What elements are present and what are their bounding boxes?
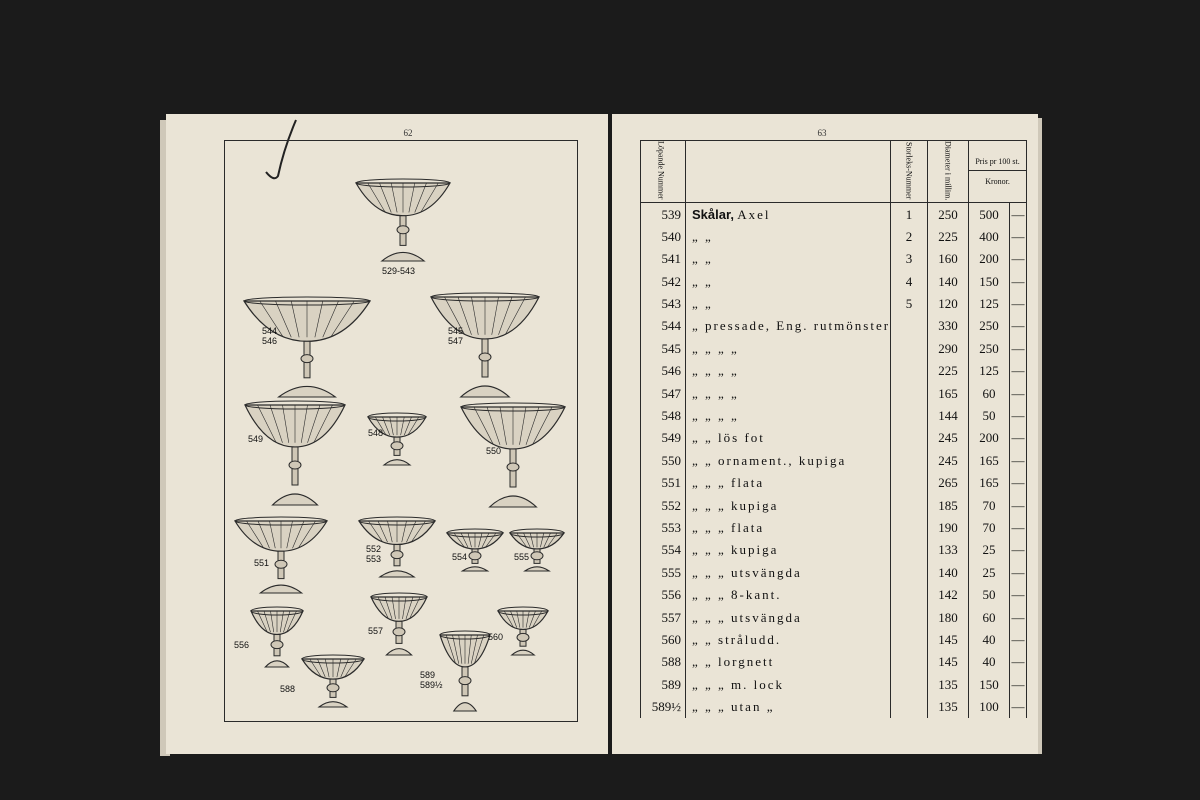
table-row xyxy=(641,450,1027,472)
row-dash: — xyxy=(1010,651,1027,673)
row-description xyxy=(686,338,891,360)
row-dash: — xyxy=(1010,226,1027,248)
dish-number-label: 545 547 xyxy=(448,326,464,346)
row-size: 4 xyxy=(891,271,928,293)
dish-number-label: 556 xyxy=(234,640,250,650)
row-description xyxy=(686,450,891,472)
row-size xyxy=(891,427,928,449)
row-dash: — xyxy=(1010,674,1027,696)
row-item-desc: „ „ „ utsvängda xyxy=(692,564,802,580)
row-dash: — xyxy=(1010,427,1027,449)
row-description xyxy=(686,226,891,248)
row-size: 2 xyxy=(891,226,928,248)
row-price: 200 xyxy=(969,427,1010,449)
row-item-desc: „ „ lös fot xyxy=(692,430,765,446)
row-price: 165 xyxy=(969,472,1010,494)
row-number: 550 xyxy=(641,450,686,472)
table-row xyxy=(641,293,1027,315)
glass-dish-icon xyxy=(510,529,564,571)
dish-number-label: 552 553 xyxy=(366,544,382,564)
header-price: Pris pr 100 st. Kronor. xyxy=(969,141,1027,203)
row-number: 588 xyxy=(641,651,686,673)
row-item-desc: „ „ xyxy=(692,228,713,244)
right-page xyxy=(612,114,1038,754)
table-row xyxy=(641,606,1027,628)
left-page xyxy=(166,114,608,754)
row-price: 125 xyxy=(969,293,1010,315)
row-diameter: 250 xyxy=(928,203,969,226)
row-size xyxy=(891,472,928,494)
row-size xyxy=(891,405,928,427)
row-price: 70 xyxy=(969,494,1010,516)
row-description xyxy=(686,696,891,718)
glass-dish-icon xyxy=(368,413,426,465)
row-price: 40 xyxy=(969,651,1010,673)
row-size xyxy=(891,606,928,628)
illustration-frame xyxy=(224,140,578,722)
dish-number-label: 560 xyxy=(488,632,504,642)
row-item-desc: „ „ „ kupiga xyxy=(692,497,779,513)
row-item-desc: „ „ „ flata xyxy=(692,519,765,535)
row-size xyxy=(891,651,928,673)
table-row xyxy=(641,472,1027,494)
row-item-name: Skålar, xyxy=(692,206,734,222)
row-diameter: 140 xyxy=(928,562,969,584)
row-price: 100 xyxy=(969,696,1010,718)
row-number: 542 xyxy=(641,271,686,293)
row-diameter: 133 xyxy=(928,539,969,561)
row-diameter: 225 xyxy=(928,226,969,248)
dish-number-label: 589 589½ xyxy=(420,670,443,690)
row-price: 60 xyxy=(969,606,1010,628)
row-number: 539 xyxy=(641,203,686,226)
row-size xyxy=(891,517,928,539)
row-price: 500 xyxy=(969,203,1010,226)
row-description xyxy=(686,584,891,606)
row-dash: — xyxy=(1010,360,1027,382)
row-diameter: 145 xyxy=(928,629,969,651)
table-row xyxy=(641,315,1027,337)
dish-number-label: 544 546 xyxy=(262,326,278,346)
glass-dish-icon xyxy=(461,403,565,507)
row-price: 150 xyxy=(969,674,1010,696)
row-number: 554 xyxy=(641,539,686,561)
dish-number-label: 555 xyxy=(514,552,530,562)
row-dash: — xyxy=(1010,517,1027,539)
row-diameter: 160 xyxy=(928,248,969,270)
row-description xyxy=(686,293,891,315)
row-price: 165 xyxy=(969,450,1010,472)
row-diameter: 180 xyxy=(928,606,969,628)
row-description xyxy=(686,427,891,449)
row-price: 40 xyxy=(969,629,1010,651)
table-row xyxy=(641,696,1027,718)
row-size xyxy=(891,696,928,718)
row-dash: — xyxy=(1010,472,1027,494)
row-item-desc: „ „ „ flata xyxy=(692,475,765,491)
row-diameter: 142 xyxy=(928,584,969,606)
row-diameter: 144 xyxy=(928,405,969,427)
row-number: 546 xyxy=(641,360,686,382)
row-number: 552 xyxy=(641,494,686,516)
row-price: 125 xyxy=(969,360,1010,382)
row-diameter: 245 xyxy=(928,427,969,449)
row-size: 5 xyxy=(891,293,928,315)
glass-dish-icon xyxy=(245,401,345,505)
row-dash: — xyxy=(1010,539,1027,561)
header-number: Löpande Nummer xyxy=(641,141,686,203)
dish-number-label: 529-543 xyxy=(382,266,416,276)
row-description xyxy=(686,271,891,293)
row-item-desc: „ „ xyxy=(692,273,713,289)
row-description xyxy=(686,539,891,561)
row-size: 3 xyxy=(891,248,928,270)
row-item-desc: „ „ xyxy=(692,296,713,312)
table-row xyxy=(641,248,1027,270)
glass-dish-icon xyxy=(447,529,503,571)
row-diameter: 140 xyxy=(928,271,969,293)
row-item-desc: „ „ „ „ xyxy=(692,363,739,379)
row-number: 541 xyxy=(641,248,686,270)
glass-dish-icon xyxy=(440,631,490,711)
price-table xyxy=(640,140,1027,718)
header-diameter: Diameter i millim. xyxy=(928,141,969,203)
row-item-desc: „ „ „ kupiga xyxy=(692,542,779,558)
row-price: 400 xyxy=(969,226,1010,248)
dish-number-label: 551 xyxy=(254,558,270,568)
row-dash: — xyxy=(1010,315,1027,337)
row-diameter: 120 xyxy=(928,293,969,315)
table-row xyxy=(641,674,1027,696)
row-size xyxy=(891,360,928,382)
row-size xyxy=(891,584,928,606)
dish-number-label: 588 xyxy=(280,684,296,694)
row-number: 540 xyxy=(641,226,686,248)
row-dash: — xyxy=(1010,293,1027,315)
row-size xyxy=(891,674,928,696)
header-description xyxy=(686,141,891,203)
row-description xyxy=(686,248,891,270)
row-description xyxy=(686,562,891,584)
table-row xyxy=(641,629,1027,651)
row-description xyxy=(686,472,891,494)
row-diameter: 145 xyxy=(928,651,969,673)
row-diameter: 330 xyxy=(928,315,969,337)
row-size xyxy=(891,539,928,561)
row-description xyxy=(686,651,891,673)
table-row xyxy=(641,562,1027,584)
row-size xyxy=(891,315,928,337)
row-item-desc: „ „ stråludd. xyxy=(692,631,782,647)
table-row xyxy=(641,203,1027,226)
row-price: 250 xyxy=(969,315,1010,337)
row-diameter: 190 xyxy=(928,517,969,539)
dish-number-label: 557 xyxy=(368,626,384,636)
row-price: 70 xyxy=(969,517,1010,539)
row-description xyxy=(686,674,891,696)
row-diameter: 135 xyxy=(928,696,969,718)
row-number: 560 xyxy=(641,629,686,651)
row-dash: — xyxy=(1010,382,1027,404)
glass-dish-icon xyxy=(356,179,450,261)
header-size-number: Storleks-Nummer xyxy=(891,141,928,203)
row-description xyxy=(686,606,891,628)
row-diameter: 265 xyxy=(928,472,969,494)
row-dash: — xyxy=(1010,696,1027,718)
row-item-desc: „ „ „ 8-kant. xyxy=(692,587,782,603)
row-number: 589 xyxy=(641,674,686,696)
table-row xyxy=(641,494,1027,516)
row-price: 200 xyxy=(969,248,1010,270)
row-price: 60 xyxy=(969,382,1010,404)
row-price: 150 xyxy=(969,271,1010,293)
row-dash: — xyxy=(1010,629,1027,651)
row-dash: — xyxy=(1010,606,1027,628)
row-size xyxy=(891,338,928,360)
row-dash: — xyxy=(1010,562,1027,584)
table-row xyxy=(641,539,1027,561)
row-size xyxy=(891,450,928,472)
glass-dish-icon xyxy=(302,655,364,707)
row-dash: — xyxy=(1010,248,1027,270)
row-item-desc: „ „ „ utan „ xyxy=(692,699,775,715)
table-row xyxy=(641,584,1027,606)
row-description xyxy=(686,494,891,516)
row-item-desc: „ „ ornament., kupiga xyxy=(692,452,847,468)
row-item-desc: „ „ „ „ xyxy=(692,408,739,424)
row-dash: — xyxy=(1010,203,1027,226)
table-row xyxy=(641,427,1027,449)
row-diameter: 245 xyxy=(928,450,969,472)
row-number: 556 xyxy=(641,584,686,606)
row-number: 547 xyxy=(641,382,686,404)
row-description xyxy=(686,517,891,539)
row-price: 250 xyxy=(969,338,1010,360)
row-number: 589½ xyxy=(641,696,686,718)
row-number: 553 xyxy=(641,517,686,539)
glass-dish-icon xyxy=(371,593,427,655)
row-diameter: 165 xyxy=(928,382,969,404)
row-item-desc: „ pressade, Eng. rutmönster xyxy=(692,318,891,334)
row-item-desc: „ „ „ m. lock xyxy=(692,676,785,692)
page-number: 63 xyxy=(817,128,827,138)
dish-number-label: 548 xyxy=(368,428,384,438)
row-price: 50 xyxy=(969,584,1010,606)
row-item-desc: „ „ „ „ xyxy=(692,385,739,401)
row-size xyxy=(891,382,928,404)
row-size xyxy=(891,562,928,584)
row-price: 25 xyxy=(969,539,1010,561)
row-description xyxy=(686,203,891,226)
row-item-desc: Axel xyxy=(737,206,771,222)
glassware-illustrations xyxy=(225,141,577,721)
row-description xyxy=(686,629,891,651)
row-number: 549 xyxy=(641,427,686,449)
row-description xyxy=(686,360,891,382)
dish-number-label: 550 xyxy=(486,446,502,456)
row-dash: — xyxy=(1010,450,1027,472)
row-number: 548 xyxy=(641,405,686,427)
table-row xyxy=(641,405,1027,427)
row-item-desc: „ „ „ „ xyxy=(692,340,739,356)
row-size xyxy=(891,629,928,651)
row-number: 557 xyxy=(641,606,686,628)
row-dash: — xyxy=(1010,494,1027,516)
row-item-desc: „ „ xyxy=(692,251,713,267)
row-diameter: 225 xyxy=(928,360,969,382)
table-row xyxy=(641,382,1027,404)
table-row xyxy=(641,271,1027,293)
table-row xyxy=(641,360,1027,382)
row-number: 543 xyxy=(641,293,686,315)
row-price: 50 xyxy=(969,405,1010,427)
row-diameter: 185 xyxy=(928,494,969,516)
row-size xyxy=(891,494,928,516)
row-number: 544 xyxy=(641,315,686,337)
row-dash: — xyxy=(1010,271,1027,293)
row-dash: — xyxy=(1010,584,1027,606)
table-row xyxy=(641,226,1027,248)
glass-dish-icon xyxy=(498,607,548,655)
row-dash: — xyxy=(1010,338,1027,360)
glass-dish-icon xyxy=(244,297,370,397)
row-description xyxy=(686,382,891,404)
table-row xyxy=(641,651,1027,673)
table-header-row xyxy=(641,141,1027,203)
row-diameter: 290 xyxy=(928,338,969,360)
dish-number-label: 549 xyxy=(248,434,264,444)
row-number: 545 xyxy=(641,338,686,360)
row-dash: — xyxy=(1010,405,1027,427)
row-number: 555 xyxy=(641,562,686,584)
row-number: 551 xyxy=(641,472,686,494)
row-price: 25 xyxy=(969,562,1010,584)
glass-dish-icon xyxy=(251,607,303,667)
row-description xyxy=(686,405,891,427)
row-item-desc: „ „ „ utsvängda xyxy=(692,609,802,625)
row-diameter: 135 xyxy=(928,674,969,696)
row-item-desc: „ „ lorgnett xyxy=(692,654,775,670)
table-row xyxy=(641,338,1027,360)
table-row xyxy=(641,517,1027,539)
glass-dish-icon xyxy=(235,517,327,593)
row-size: 1 xyxy=(891,203,928,226)
dish-number-label: 554 xyxy=(452,552,468,562)
page-number: 62 xyxy=(403,128,413,138)
row-description xyxy=(686,315,891,337)
